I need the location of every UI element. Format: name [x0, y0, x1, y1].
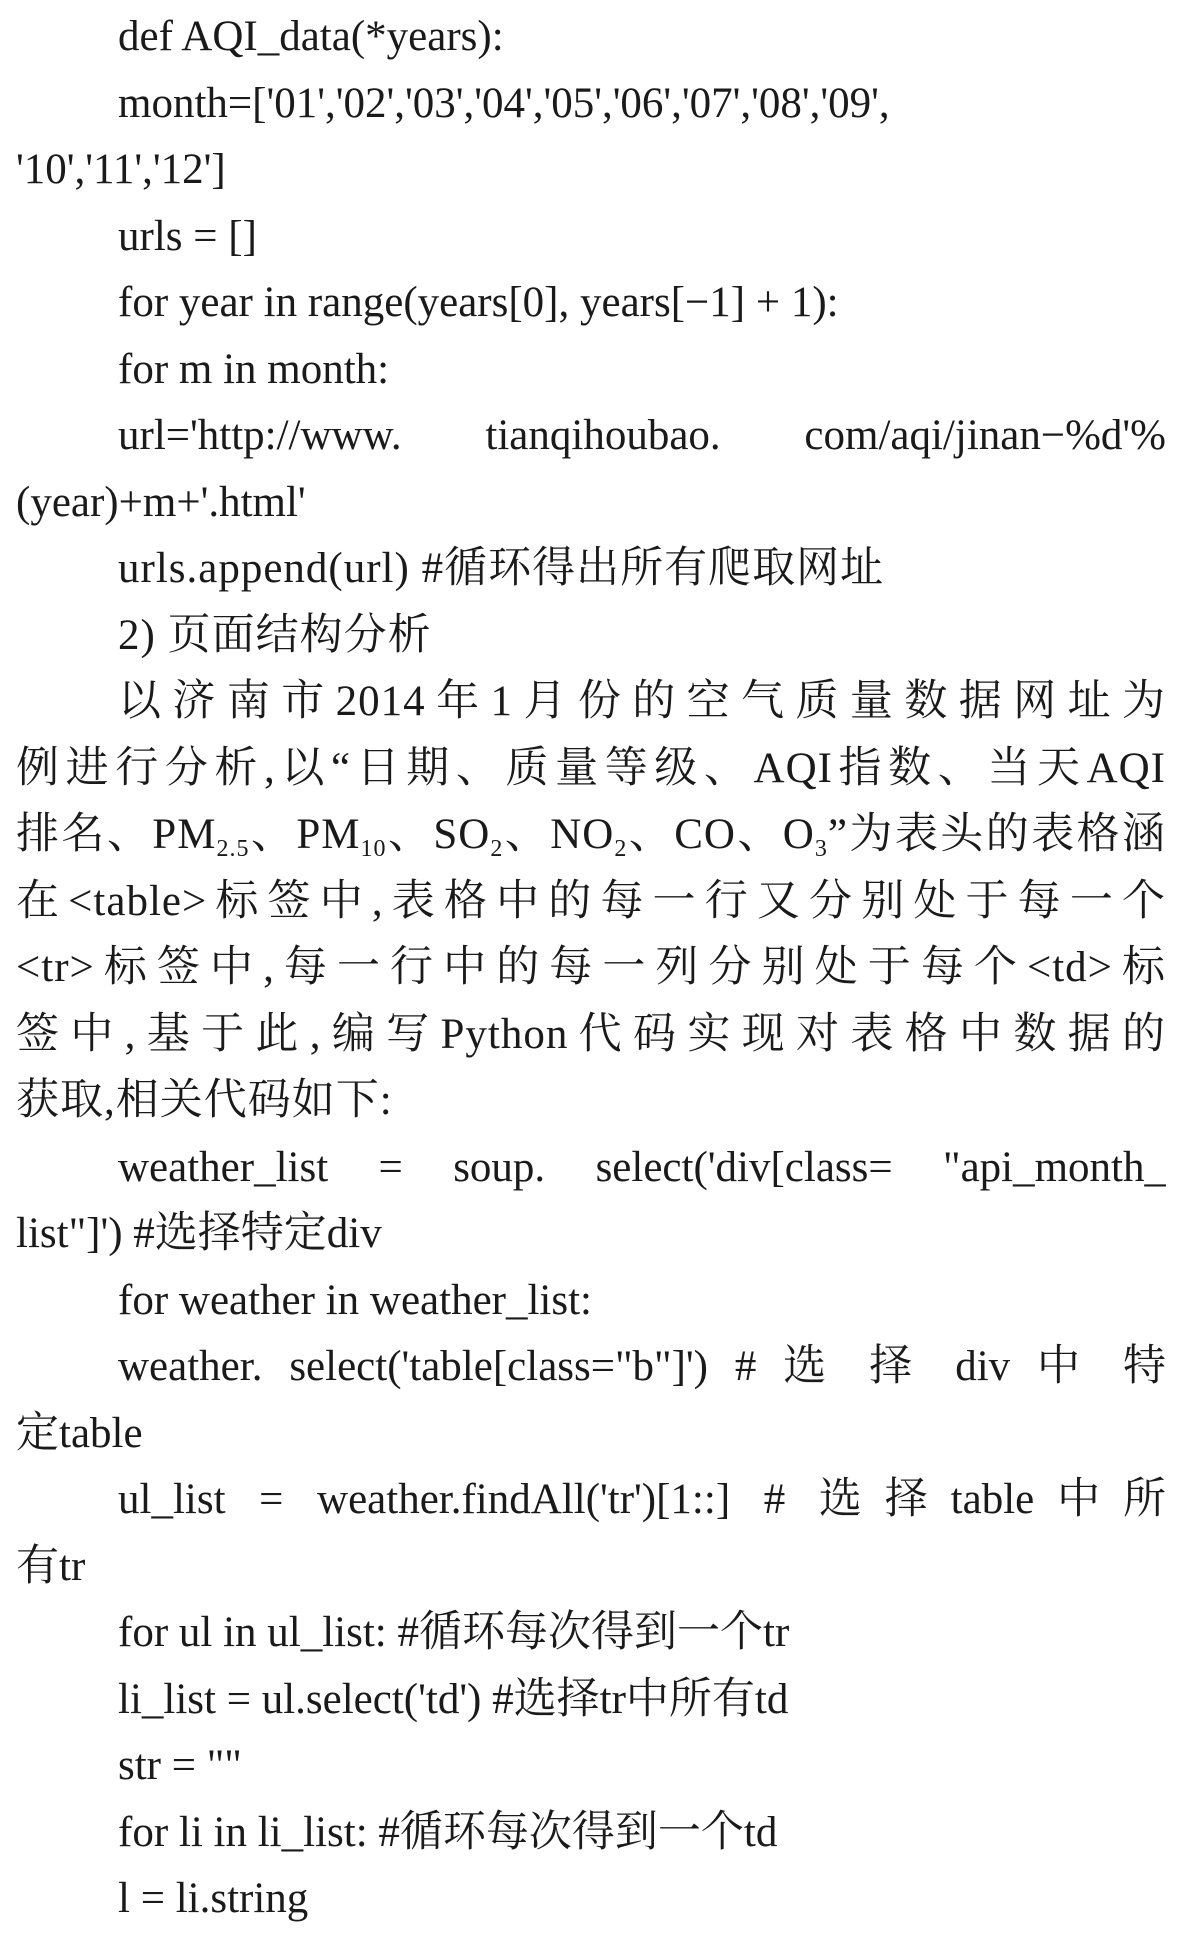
paragraph-line-with-subscripts: 排名、$PM_{2.5}$、$PM_{10}$、$SO_2$、$NO_2$、CO、$O_3$”为表头的表格涵: [16, 811, 1166, 862]
text-line: def AQI_data(*years):: [118, 13, 504, 60]
text-line: month=['01','02','03','04','05','06','07','08','09',: [118, 79, 890, 127]
code-line: 有tr: [16, 1542, 86, 1590]
code-line: weather_list = soup. select('div[class= "api_month_: [118, 1143, 1166, 1191]
paragraph-line: 以济南市2014年1月份的空气质量数据网址为: [118, 678, 1166, 725]
paragraph-line: 例进行分析,以“日期、质量等级、AQI指数、当天AQI: [16, 744, 1166, 792]
code-line: for weather in weather_list:: [118, 1276, 593, 1324]
code-line: list"]') #选择特定div: [16, 1210, 382, 1257]
code-line: li_list = ul.select('td') #选择tr中所有td: [118, 1675, 789, 1723]
code-line: 定table: [16, 1409, 143, 1457]
code-line: str = "": [118, 1742, 242, 1789]
code-line: weather. select('table[class="b"]') # 选 择 div 中 特: [118, 1343, 1166, 1390]
text-line: urls = []: [118, 212, 257, 260]
text-line: urls.append(url) #循环得出所有爬取网址: [118, 545, 885, 592]
section-heading: 2) 页面结构分析: [118, 611, 432, 659]
code-line: ul_list = weather.findAll('tr')[1::] # 选择table中所: [118, 1476, 1166, 1523]
paragraph-line: 签中,基于此,编写Python代码实现对表格中数据的: [16, 1010, 1166, 1058]
code-line: for li in li_list: #循环每次得到一个td: [118, 1808, 778, 1856]
paragraph-line: 获取,相关代码如下:: [16, 1077, 393, 1124]
code-line: for ul in ul_list: #循环每次得到一个tr: [118, 1609, 790, 1656]
code-line: l = li.string: [118, 1875, 309, 1922]
text-line: (year)+m+'.html': [16, 478, 306, 526]
paragraph-line: 在<table>标签中,表格中的每一行又分别处于每一个: [16, 877, 1166, 925]
text-line: url='http://www. tianqihoubao. com/aqi/jinan−%d'%: [118, 412, 1166, 459]
paragraph-line: <tr>标签中,每一行中的每一列分别处于每个<td>标: [16, 944, 1166, 991]
text-line: for m in month:: [118, 345, 390, 393]
text-line: for year in range(years[0], years[−1] + 1):: [118, 279, 839, 326]
text-line: '10','11','12']: [16, 146, 226, 193]
